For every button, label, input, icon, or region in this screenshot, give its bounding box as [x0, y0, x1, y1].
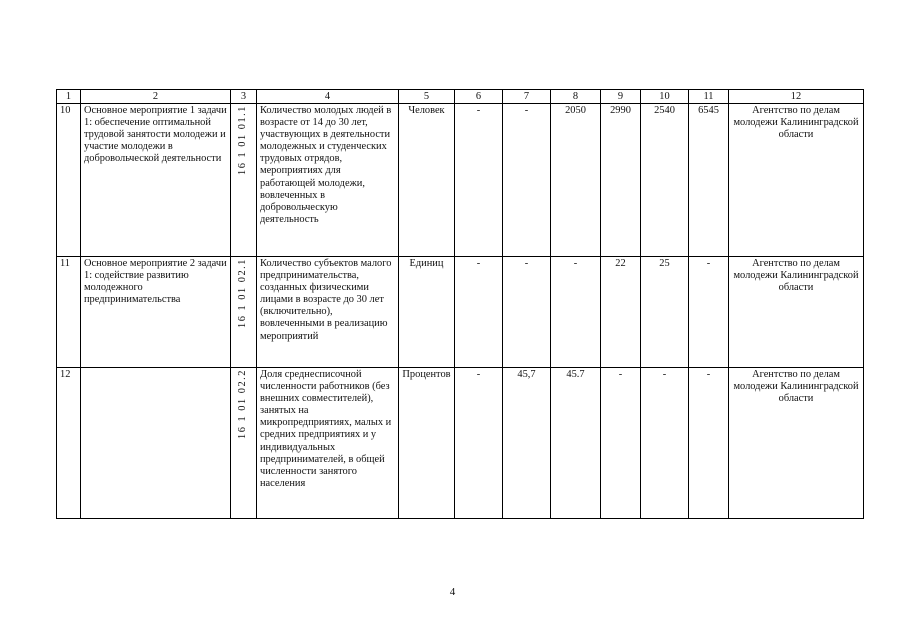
- header-col-5: 5: [399, 90, 455, 104]
- value-col-6: -: [455, 104, 503, 257]
- header-col-9: 9: [601, 90, 641, 104]
- code-cell: [231, 257, 257, 368]
- code-cell: [231, 368, 257, 519]
- value-col-10: -: [641, 368, 689, 519]
- executor: Агентство по делам молодежи Калининградской области: [729, 104, 864, 257]
- header-col-12: 12: [729, 90, 864, 104]
- header-col-2: 2: [81, 90, 231, 104]
- header-col-10: 10: [641, 90, 689, 104]
- budget-code: 16 1 01 01.1: [237, 105, 249, 175]
- executor: Агентство по делам молодежи Калининградской области: [729, 257, 864, 368]
- value-col-10: 25: [641, 257, 689, 368]
- header-col-3: 3: [231, 90, 257, 104]
- table-row: [57, 104, 864, 257]
- header-col-4: 4: [257, 90, 399, 104]
- value-col-8: 2050: [551, 104, 601, 257]
- code-cell: [231, 104, 257, 257]
- table-row: [57, 368, 864, 519]
- table-row: [57, 257, 864, 368]
- header-col-11: 11: [689, 90, 729, 104]
- indicator-name: Доля среднесписочной численности работников (без внешних совместителей), занятых на микропредприятиях, малых и средних предприятиях и у индивидуальных предпринимателей, в общей численности занятого населения: [257, 368, 399, 519]
- measure-name: [81, 368, 231, 519]
- value-col-9: -: [601, 368, 641, 519]
- header-col-1: 1: [57, 90, 81, 104]
- unit: Процентов: [399, 368, 455, 519]
- measure-name: Основное мероприятие 1 задачи 1: обеспечение оптимальной трудовой занятости молодежи и участие молодежи в добровольческой деятельности: [81, 104, 231, 257]
- row-number: 12: [57, 368, 81, 519]
- value-col-9: 22: [601, 257, 641, 368]
- header-row: [57, 90, 864, 104]
- value-col-7: -: [503, 257, 551, 368]
- executor: Агентство по делам молодежи Калининградской области: [729, 368, 864, 519]
- value-col-11: 6545: [689, 104, 729, 257]
- value-col-11: -: [689, 257, 729, 368]
- header-col-6: 6: [455, 90, 503, 104]
- indicator-name: Количество субъектов малого предпринимательства, созданных физическими лицами в возрасте до 30 лет (включительно), вовлеченными в реализацию мероприятий: [257, 257, 399, 368]
- value-col-9: 2990: [601, 104, 641, 257]
- header-col-8: 8: [551, 90, 601, 104]
- budget-code: 16 1 01 02.2: [237, 369, 249, 439]
- header-col-7: 7: [503, 90, 551, 104]
- row-number: 11: [57, 257, 81, 368]
- value-col-7: -: [503, 104, 551, 257]
- measure-name: Основное мероприятие 2 задачи 1: содействие развитию молодежного предпринимательства: [81, 257, 231, 368]
- value-col-6: -: [455, 368, 503, 519]
- value-col-6: -: [455, 257, 503, 368]
- program-indicators-table: [56, 89, 864, 519]
- unit: Человек: [399, 104, 455, 257]
- value-col-10: 2540: [641, 104, 689, 257]
- value-col-7: 45,7: [503, 368, 551, 519]
- page-number: 4: [449, 586, 456, 598]
- value-col-8: -: [551, 257, 601, 368]
- indicator-name: Количество молодых людей в возрасте от 14 до 30 лет, участвующих в деятельности молодежных и студенческих трудовых отрядов, мероприятиях для работающей молодежи, вовлеченных в добровольческую деятельность: [257, 104, 399, 257]
- value-col-11: -: [689, 368, 729, 519]
- unit: Единиц: [399, 257, 455, 368]
- value-col-8: 45.7: [551, 368, 601, 519]
- row-number: 10: [57, 104, 81, 257]
- budget-code: 16 1 01 02.1: [237, 258, 249, 328]
